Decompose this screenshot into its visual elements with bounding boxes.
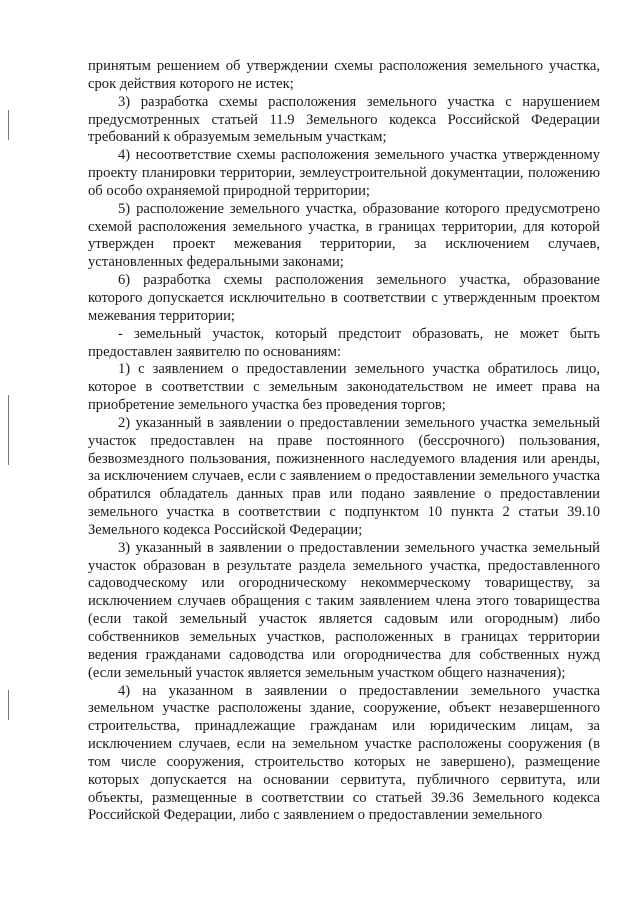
paragraph: 1) с заявлением о предоставлении земельного участка обратилось лицо, которое в соответствии с земельным законодательством не имеет права на приобретение земельного участка без проведения торгов; — [88, 361, 600, 414]
paragraph: 2) указанный в заявлении о предоставлении земельного участка земельный участок предоставлен на праве постоянного (бессрочного) пользования, безвозмездного пользования, пожизненного наследуемого владения или аренды, за исключением случаев, если с заявлением о предоставлении земельного участка обратился обладатель данных прав или подано заявление о предоставлении земельного участка в соответствии с подпунктом 10 пункта 2 статьи 39.10 Земельного кодекса Российской Федерации; — [88, 414, 600, 538]
paragraph: 5) расположение земельного участка, образование которого предусмотрено схемой расположения земельного участка, в границах территории, для которой утвержден проект межевания территории, за исключением случаев, установленных федеральными законами; — [88, 200, 600, 271]
margin-scan-mark — [8, 690, 9, 720]
paragraph: 3) разработка схемы расположения земельного участка с нарушением предусмотренных статьей 11.9 Земельного кодекса Российской Федерации требований к образуемым земельным участкам; — [88, 93, 600, 146]
paragraph: 4) на указанном в заявлении о предоставлении земельного участка земельном участке расположены здание, сооружение, объект незавершенного строительства, принадлежащие гражданам или юридическим лицам, за исключением случаев, если на земельном участке расположены сооружения (в том числе сооружения, строительство которых не завершено), размещение которых допускается на основании сервитута, публичного сервитута, или объекты, размещенные в соответствии со статьей 39.36 Земельного кодекса Российской Федерации, либо с заявлением о предоставлении земельного — [88, 682, 600, 824]
paragraph: 3) указанный в заявлении о предоставлении земельного участка земельный участок образован в результате раздела земельного участка, предоставленного садоводческому или огородническому некоммерческому товариществу, за исключением случаев обращения с таким заявлением члена этого товарищества (если такой земельный участок является садовым или огородным) либо собственников земельных участков, расположенных в границах территории ведения гражданами садоводства или огородничества для собственных нужд (если земельный участок является земельным участком общего назначения); — [88, 539, 600, 681]
margin-scan-mark — [8, 395, 9, 465]
paragraph: 6) разработка схемы расположения земельного участка, образование которого допускается исключительно в соответствии с утвержденным проектом межевания территории; — [88, 272, 600, 324]
paragraph: 4) несоответствие схемы расположения земельного участка утвержденному проекту планировки территории, землеустроительной документации, положению об особо охраняемой природной территории; — [88, 147, 600, 199]
margin-scan-mark — [8, 110, 9, 140]
paragraph: принятым решением об утверждении схемы расположения земельного участка, срок действия которого не истек; — [88, 58, 600, 92]
paragraph: - земельный участок, который предстоит образовать, не может быть предоставлен заявителю по основаниям: — [88, 325, 600, 360]
document-body — [88, 58, 600, 825]
